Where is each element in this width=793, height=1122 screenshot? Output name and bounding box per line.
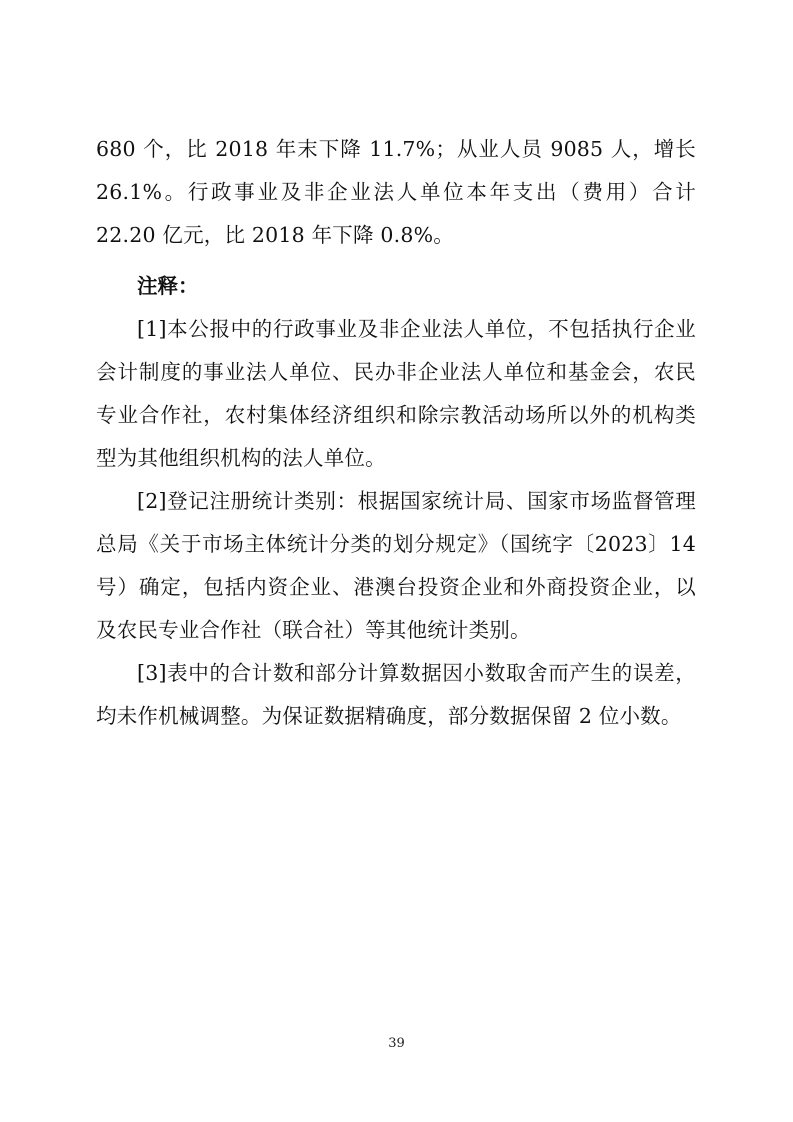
note-item-2: [2]登记注册统计类别：根据国家统计局、国家市场监督管理总局《关于市场主体统计分类的划分规定》（国统字〔2023〕14 号）确定，包括内资企业、港澳台投资企业和外商投资企业，以及农民专业合作社（联合社）等其他统计类别。 [96,489,696,642]
note-item-1: [1]本公报中的行政事业及非企业法人单位，不包括执行企业会计制度的事业法人单位、民办非企业法人单位和基金会，农民专业合作社，农村集体经济组织和除宗教活动场所以外的机构类型为其他组织机构的法人单位。 [96,317,696,470]
spacer [96,257,696,265]
notes-heading: 注释： [137,274,199,298]
page-number: 39 [388,1036,405,1051]
body-paragraph-1: 680 个，比 2018 年末下降 11.7%；从业人员 9085 人，增长 26.1%。行政事业及非企业法人单位本年支出（费用）合计 22.20 亿元，比 2018 年下降 0.8%。 [96,137,696,247]
page-content [96,128,696,738]
note-item-3: [3]表中的合计数和部分计算数据因小数取舍而产生的误差，均未作机械调整。为保证数据精确度，部分数据保留 2 位小数。 [96,661,696,728]
